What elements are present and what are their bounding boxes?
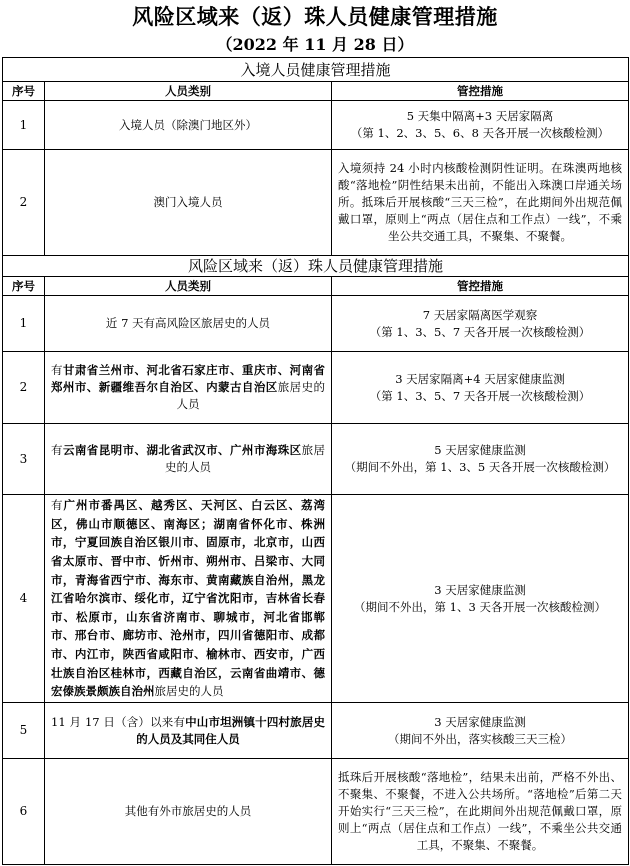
table-row	[3, 703, 629, 759]
category-suffix: 旅居史的人员	[154, 684, 224, 699]
measures-line: 5 天居家健康监测	[434, 443, 526, 457]
row-category: 其他有外市旅居史的人员	[45, 759, 332, 865]
measures-line: （第 1、2、3、5、6、8 天各开展一次核酸检测）	[350, 126, 610, 140]
measures-line: （期间不外出，落实核酸三天三检）	[388, 731, 572, 746]
row-number: 2	[3, 352, 45, 424]
table-row	[3, 424, 629, 495]
column-header-row	[3, 82, 629, 101]
category-places: 云南省昆明市、湖北省武汉市、广州市海珠区	[62, 443, 302, 457]
column-header-measures: 管控措施	[332, 82, 629, 101]
row-category	[45, 703, 332, 759]
row-number: 4	[3, 495, 45, 703]
table-row	[3, 150, 629, 256]
row-number: 1	[3, 101, 45, 150]
column-header-row	[3, 277, 629, 296]
measures-line: 3 天居家健康监测	[434, 714, 526, 729]
row-number: 3	[3, 424, 45, 495]
category-prefix: 有	[51, 443, 63, 457]
measures-line: （第 1、3、5、7 天各开展一次核酸检测）	[369, 388, 591, 403]
category-places: 甘肃省兰州市、河北省石家庄市、重庆市、河南省郑州市、新疆维吾尔自治区、内蒙古自治区	[51, 363, 326, 394]
section-title: 风险区域来（返）珠人员健康管理措施	[3, 256, 629, 277]
row-category	[45, 495, 332, 703]
section-heading-inbound	[3, 58, 629, 82]
column-header-no: 序号	[3, 277, 45, 296]
document-date: （2022 年 11 月 28 日）	[216, 35, 414, 54]
row-category	[45, 424, 332, 495]
row-measures: 抵珠后开展核酸“落地检”，结果未出前，严格不外出、不聚集、不聚餐，不进入公共场所。“落地检”后第二天开始实行“三天三检”，在此期间外出规范佩戴口罩，原则上“两点（居住点和工作点）一线”，不乘坐公共交通工具，不聚集、不聚餐。	[332, 759, 629, 865]
section-heading-risk-area	[3, 256, 629, 277]
category-prefix: 有	[51, 363, 63, 377]
document-title: 风险区域来（返）珠人员健康管理措施	[132, 4, 498, 29]
category-prefix: 有	[51, 498, 64, 513]
table-row	[3, 759, 629, 865]
column-header-category: 人员类别	[45, 277, 332, 296]
row-number: 1	[3, 296, 45, 352]
row-measures	[332, 352, 629, 424]
row-number: 6	[3, 759, 45, 865]
row-number: 2	[3, 150, 45, 256]
section-title: 入境人员健康管理措施	[3, 58, 629, 82]
row-measures	[332, 703, 629, 759]
measures-line: （第 1、3、5、7 天各开展一次核酸检测）	[369, 324, 591, 339]
category-prefix: 11 月 17 日（含）以来有	[51, 714, 186, 729]
measures-line: 3 天居家隔离+4 天居家健康监测	[395, 371, 565, 386]
column-header-no: 序号	[3, 82, 45, 101]
category-places: 广州市番禺区、越秀区、天河区、白云区、荔湾区，佛山市顺德区、南海区；湖南省怀化市、株洲市，宁夏回族自治区银川市、固原市，北京市，山西省太原市、晋中市、忻州市、朔州市、吕梁市、大同市，青海省西宁市、海东市、黄南藏族自治州，黑龙江省哈尔滨市、绥化市，辽宁省沈阳市，吉林省长春市、松原市，山东省济南市、聊城市，河北省邯郸市、邢台市、廊坊市、沧州市，四川省德阳市、成都市、内江市，陕西省咸阳市、榆林市、西安市，广西壮族自治区桂林市，西藏自治区，云南省曲靖市、德宏傣族景颇族自治州	[51, 498, 325, 699]
row-measures	[332, 101, 629, 150]
measures-line: 3 天居家健康监测	[434, 582, 526, 597]
measures-line: 5 天集中隔离+3 天居家隔离	[406, 109, 554, 123]
row-category: 入境人员（除澳门地区外）	[45, 101, 332, 150]
category-suffix: 旅居史的人员	[165, 443, 326, 474]
table-row	[3, 101, 629, 150]
category-places: 中山市坦洲镇十四村旅居史的人员及其同住人员	[136, 714, 326, 746]
category-suffix: 旅居史的人员	[176, 380, 325, 411]
measures-line: 7 天居家隔离医学观察	[422, 307, 538, 322]
row-category: 近 7 天有高风险区旅居史的人员	[45, 296, 332, 352]
column-header-category: 人员类别	[45, 82, 332, 101]
table-row	[3, 296, 629, 352]
column-header-measures: 管控措施	[332, 277, 629, 296]
row-number: 5	[3, 703, 45, 759]
measures-line: （期间不外出，第 1、3、5 天各开展一次核酸检测）	[344, 460, 616, 474]
table-row	[3, 352, 629, 424]
table-row	[3, 495, 629, 703]
row-measures	[332, 424, 629, 495]
row-measures	[332, 296, 629, 352]
row-measures: 入境须持 24 小时内核酸检测阴性证明。在珠澳两地核酸“落地检”阴性结果未出前，不能出入珠澳口岸通关场所。抵珠后开展核酸“三天三检”，在此期间外出规范佩戴口罩，原则上“两点（居住点和工作点）一线”，不乘坐公共交通工具，不聚集、不聚餐。	[332, 150, 629, 256]
row-category	[45, 352, 332, 424]
measures-line: （期间不外出，第 1、3 天各开展一次核酸检测）	[354, 599, 606, 614]
row-measures	[332, 495, 629, 703]
row-category: 澳门入境人员	[45, 150, 332, 256]
measures-table	[2, 57, 629, 865]
